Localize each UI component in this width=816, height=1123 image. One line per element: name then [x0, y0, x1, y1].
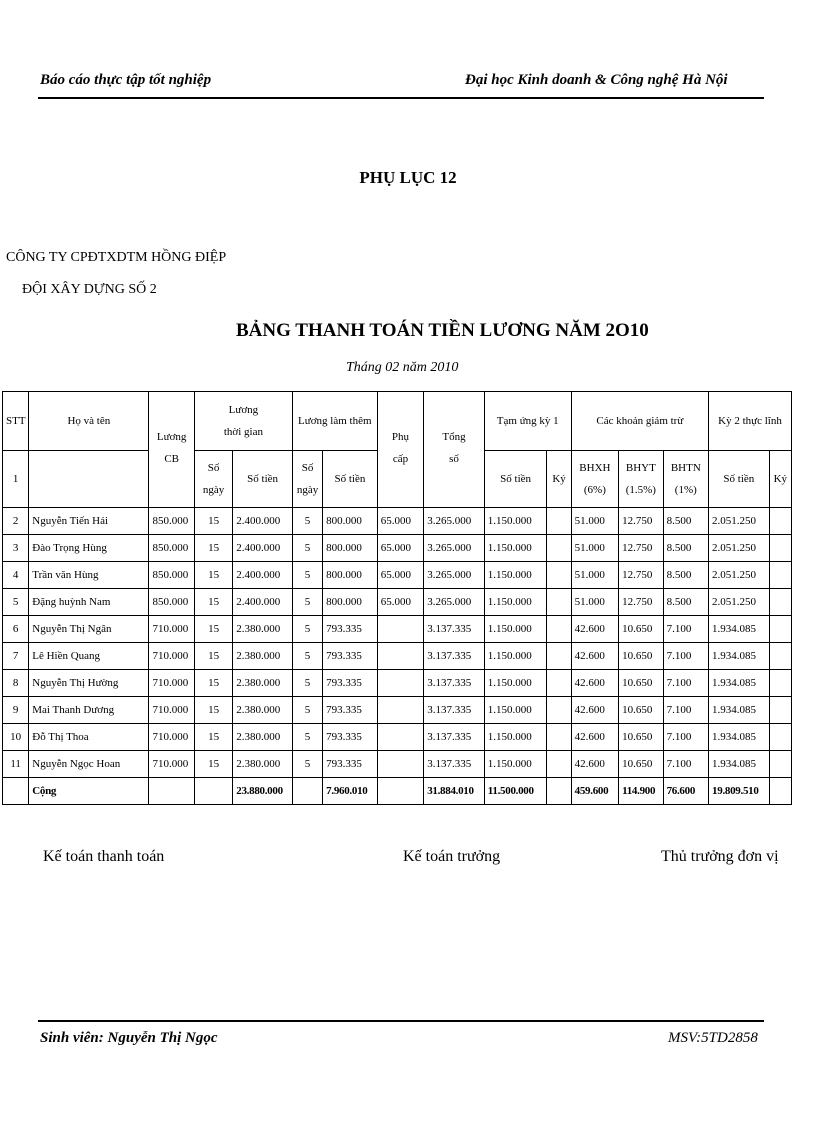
totals-label: Cộng	[29, 778, 149, 805]
row-bhtn: 8.500	[663, 508, 708, 535]
row-total: 3.265.000	[424, 508, 485, 535]
header-base-salary-line2: CB	[164, 453, 180, 465]
row-advance: 1.150.000	[484, 697, 547, 724]
row-total: 3.137.335	[424, 616, 485, 643]
row-bhyt: 10.650	[619, 616, 663, 643]
row-ot-amount: 800.000	[323, 589, 378, 616]
row-net-sign	[769, 508, 791, 535]
row-stt: 9	[3, 697, 29, 724]
row-net-sign	[769, 643, 791, 670]
table-row	[3, 535, 792, 562]
row-total: 3.265.000	[424, 535, 485, 562]
totals-net: 19.809.510	[709, 778, 770, 805]
header-total	[424, 392, 485, 508]
table-row	[3, 508, 792, 535]
header-stt: STT	[3, 392, 29, 451]
row-bhyt: 10.650	[619, 697, 663, 724]
row-stt: 10	[3, 724, 29, 751]
row-bhtn: 7.100	[663, 643, 708, 670]
row-bhxh: 42.600	[571, 751, 618, 778]
table-header-row	[3, 392, 792, 451]
row-net: 1.934.085	[709, 697, 770, 724]
row-stt: 5	[3, 589, 29, 616]
header-time-wage-line2: thời gian	[223, 426, 263, 438]
row-base-salary: 710.000	[149, 751, 194, 778]
totals-base	[149, 778, 194, 805]
subheader-row-number: 1	[3, 451, 29, 508]
totals-advance: 11.500.000	[484, 778, 547, 805]
subheader-bhxh	[571, 451, 618, 508]
table-row	[3, 562, 792, 589]
row-allowance	[377, 724, 423, 751]
row-allowance	[377, 751, 423, 778]
row-advance-sign	[547, 616, 571, 643]
row-name: Nguyễn Tiến Hải	[29, 508, 149, 535]
row-advance-sign	[547, 562, 571, 589]
subheader-ot-amount: Số tiền	[323, 451, 378, 508]
row-stt: 6	[3, 616, 29, 643]
row-time-amount: 2.380.000	[233, 616, 293, 643]
row-ot-days: 5	[292, 724, 322, 751]
row-time-amount: 2.380.000	[233, 751, 293, 778]
signature-director: Thủ trưởng đơn vị	[661, 848, 779, 865]
totals-stt	[3, 778, 29, 805]
row-stt: 4	[3, 562, 29, 589]
totals-adv-sign	[547, 778, 571, 805]
row-name: Lê Hiền Quang	[29, 643, 149, 670]
row-total: 3.137.335	[424, 751, 485, 778]
row-time-amount: 2.380.000	[233, 724, 293, 751]
row-name: Đỗ Thị Thoa	[29, 724, 149, 751]
footer-student-id: MSV:5TD2858	[668, 1030, 758, 1046]
subheader-days-line1: Số	[207, 462, 220, 474]
row-days: 15	[194, 535, 232, 562]
row-time-amount: 2.380.000	[233, 670, 293, 697]
subheader-bhtn-label: BHTN	[670, 462, 701, 474]
row-allowance	[377, 697, 423, 724]
row-advance: 1.150.000	[484, 589, 547, 616]
row-bhtn: 8.500	[663, 535, 708, 562]
payroll-body	[3, 508, 792, 778]
row-ot-days: 5	[292, 508, 322, 535]
row-stt: 3	[3, 535, 29, 562]
totals-row	[3, 778, 792, 805]
row-advance-sign	[547, 508, 571, 535]
subheader-bhyt	[619, 451, 663, 508]
row-advance-sign	[547, 670, 571, 697]
header-overtime: Lương làm thêm	[292, 392, 377, 451]
row-advance-sign	[547, 643, 571, 670]
team-name: ĐỘI XÂY DỰNG SỐ 2	[22, 282, 157, 297]
totals-time-amount: 23.880.000	[233, 778, 293, 805]
row-net-sign	[769, 751, 791, 778]
table-row	[3, 670, 792, 697]
row-stt: 2	[3, 508, 29, 535]
header-allowance	[377, 392, 423, 508]
row-ot-days: 5	[292, 616, 322, 643]
row-stt: 7	[3, 643, 29, 670]
row-base-salary: 710.000	[149, 670, 194, 697]
row-bhyt: 10.650	[619, 751, 663, 778]
row-bhtn: 7.100	[663, 616, 708, 643]
subheader-adv-sign: Ký	[547, 451, 571, 508]
row-advance: 1.150.000	[484, 751, 547, 778]
company-name: CÔNG TY CPĐTXDTM HỒNG ĐIỆP	[6, 250, 227, 265]
row-ot-amount: 800.000	[323, 508, 378, 535]
row-ot-days: 5	[292, 535, 322, 562]
header-name: Họ và tên	[29, 392, 149, 451]
row-total: 3.137.335	[424, 724, 485, 751]
row-bhyt: 10.650	[619, 670, 663, 697]
subheader-ot-days-line1: Số	[301, 462, 314, 474]
table-row	[3, 697, 792, 724]
row-allowance: 65.000	[377, 535, 423, 562]
subheader-amount: Số tiền	[233, 451, 293, 508]
header-base-salary	[149, 392, 194, 508]
row-net-sign	[769, 589, 791, 616]
row-bhyt: 12.750	[619, 535, 663, 562]
totals-bhyt: 114.900	[619, 778, 663, 805]
row-ot-amount: 793.335	[323, 751, 378, 778]
row-allowance	[377, 643, 423, 670]
subheader-adv-amount: Số tiền	[484, 451, 547, 508]
row-base-salary: 850.000	[149, 589, 194, 616]
subheader-bhtn-rate: (1%)	[674, 484, 697, 496]
row-base-salary: 850.000	[149, 508, 194, 535]
row-days: 15	[194, 562, 232, 589]
subheader-empty	[29, 451, 149, 508]
row-bhtn: 7.100	[663, 697, 708, 724]
header-allowance-line2: cấp	[392, 453, 409, 465]
document-title: BẢNG THANH TOÁN TIỀN LƯƠNG NĂM 2O10	[236, 320, 649, 341]
row-allowance	[377, 670, 423, 697]
row-ot-amount: 793.335	[323, 670, 378, 697]
row-advance: 1.150.000	[484, 562, 547, 589]
row-bhtn: 8.500	[663, 589, 708, 616]
totals-ot-amount: 7.960.010	[323, 778, 378, 805]
row-bhtn: 8.500	[663, 562, 708, 589]
row-advance-sign	[547, 751, 571, 778]
row-name: Nguyễn Thị Hường	[29, 670, 149, 697]
signature-chief-accountant: Kế toán trưởng	[403, 848, 501, 865]
totals-days	[194, 778, 232, 805]
row-ot-days: 5	[292, 562, 322, 589]
row-total: 3.265.000	[424, 589, 485, 616]
row-net: 1.934.085	[709, 616, 770, 643]
appendix-title: PHỤ LỤC 12	[359, 168, 457, 187]
row-ot-amount: 800.000	[323, 535, 378, 562]
row-total: 3.265.000	[424, 562, 485, 589]
row-bhtn: 7.100	[663, 670, 708, 697]
header-allowance-line1: Phụ	[391, 431, 410, 443]
row-net: 1.934.085	[709, 670, 770, 697]
row-days: 15	[194, 616, 232, 643]
row-net-sign	[769, 562, 791, 589]
row-net-sign	[769, 670, 791, 697]
row-net-sign	[769, 616, 791, 643]
table-row	[3, 643, 792, 670]
row-ot-days: 5	[292, 643, 322, 670]
row-advance: 1.150.000	[484, 535, 547, 562]
row-advance-sign	[547, 535, 571, 562]
row-net: 1.934.085	[709, 724, 770, 751]
row-net: 2.051.250	[709, 535, 770, 562]
totals-ot-days	[292, 778, 322, 805]
row-allowance	[377, 616, 423, 643]
row-bhyt: 12.750	[619, 589, 663, 616]
row-days: 15	[194, 697, 232, 724]
row-net: 2.051.250	[709, 589, 770, 616]
table-row	[3, 724, 792, 751]
row-ot-amount: 793.335	[323, 643, 378, 670]
row-time-amount: 2.400.000	[233, 589, 293, 616]
row-bhxh: 42.600	[571, 670, 618, 697]
header-university: Đại học Kinh doanh & Công nghệ Hà Nội	[465, 72, 728, 88]
row-net: 1.934.085	[709, 643, 770, 670]
row-ot-amount: 793.335	[323, 697, 378, 724]
row-days: 15	[194, 751, 232, 778]
totals-total: 31.884.010	[424, 778, 485, 805]
row-bhyt: 12.750	[619, 562, 663, 589]
row-ot-days: 5	[292, 697, 322, 724]
header-divider	[38, 97, 764, 99]
row-ot-amount: 793.335	[323, 724, 378, 751]
subheader-days-line2: ngày	[202, 484, 225, 496]
totals-net-sign	[769, 778, 791, 805]
row-bhtn: 7.100	[663, 751, 708, 778]
row-time-amount: 2.380.000	[233, 643, 293, 670]
row-name: Nguyễn Ngọc Hoan	[29, 751, 149, 778]
subheader-p2-amount: Số tiền	[709, 451, 770, 508]
row-stt: 8	[3, 670, 29, 697]
subheader-bhtn	[663, 451, 708, 508]
footer-student: Sinh viên: Nguyễn Thị Ngọc	[40, 1030, 218, 1046]
header-time-wage	[194, 392, 292, 451]
row-bhxh: 51.000	[571, 508, 618, 535]
row-stt: 11	[3, 751, 29, 778]
header-advance: Tạm ứng kỳ 1	[484, 392, 571, 451]
subheader-bhyt-label: BHYT	[625, 462, 656, 474]
row-bhxh: 51.000	[571, 562, 618, 589]
row-allowance: 65.000	[377, 562, 423, 589]
row-advance: 1.150.000	[484, 508, 547, 535]
row-bhxh: 51.000	[571, 535, 618, 562]
row-days: 15	[194, 643, 232, 670]
row-days: 15	[194, 670, 232, 697]
row-ot-amount: 793.335	[323, 616, 378, 643]
row-name: Mai Thanh Dương	[29, 697, 149, 724]
totals-allowance	[377, 778, 423, 805]
row-base-salary: 710.000	[149, 724, 194, 751]
row-bhtn: 7.100	[663, 724, 708, 751]
row-bhxh: 42.600	[571, 697, 618, 724]
row-net-sign	[769, 697, 791, 724]
row-bhxh: 42.600	[571, 616, 618, 643]
row-advance: 1.150.000	[484, 670, 547, 697]
row-net-sign	[769, 535, 791, 562]
row-bhxh: 51.000	[571, 589, 618, 616]
row-days: 15	[194, 724, 232, 751]
payroll-table	[2, 391, 792, 805]
row-bhyt: 12.750	[619, 508, 663, 535]
signature-accountant: Kế toán thanh toán	[43, 848, 165, 865]
totals-bhtn: 76.600	[663, 778, 708, 805]
row-time-amount: 2.400.000	[233, 535, 293, 562]
header-base-salary-line1: Lương	[156, 431, 187, 443]
row-base-salary: 710.000	[149, 697, 194, 724]
row-advance: 1.150.000	[484, 724, 547, 751]
row-ot-days: 5	[292, 751, 322, 778]
row-advance: 1.150.000	[484, 643, 547, 670]
row-days: 15	[194, 589, 232, 616]
header-deductions: Các khoản giảm trừ	[571, 392, 708, 451]
row-name: Nguyễn Thị Ngân	[29, 616, 149, 643]
row-advance-sign	[547, 589, 571, 616]
row-base-salary: 710.000	[149, 643, 194, 670]
row-base-salary: 850.000	[149, 562, 194, 589]
document-subtitle: Tháng 02 năm 2010	[346, 360, 459, 375]
table-row	[3, 616, 792, 643]
row-ot-amount: 800.000	[323, 562, 378, 589]
header-total-line1: Tổng	[442, 431, 466, 443]
subheader-days	[194, 451, 232, 508]
subheader-p2-sign: Ký	[769, 451, 791, 508]
row-bhxh: 42.600	[571, 643, 618, 670]
row-net: 2.051.250	[709, 508, 770, 535]
header-time-wage-line1: Lương	[228, 404, 259, 416]
subheader-ot-days	[292, 451, 322, 508]
row-ot-days: 5	[292, 670, 322, 697]
totals-bhxh: 459.600	[571, 778, 618, 805]
header-total-line2: số	[449, 453, 459, 465]
row-advance: 1.150.000	[484, 616, 547, 643]
row-bhyt: 10.650	[619, 643, 663, 670]
subheader-bhyt-rate: (1.5%)	[625, 484, 656, 496]
row-days: 15	[194, 508, 232, 535]
row-net: 2.051.250	[709, 562, 770, 589]
table-row	[3, 589, 792, 616]
row-bhyt: 10.650	[619, 724, 663, 751]
row-total: 3.137.335	[424, 643, 485, 670]
row-name: Đặng huỳnh Nam	[29, 589, 149, 616]
row-total: 3.137.335	[424, 697, 485, 724]
row-base-salary: 710.000	[149, 616, 194, 643]
row-advance-sign	[547, 724, 571, 751]
row-time-amount: 2.400.000	[233, 508, 293, 535]
row-base-salary: 850.000	[149, 535, 194, 562]
table-row	[3, 751, 792, 778]
row-time-amount: 2.400.000	[233, 562, 293, 589]
row-advance-sign	[547, 697, 571, 724]
header-period2: Kỳ 2 thực lĩnh	[709, 392, 792, 451]
row-net-sign	[769, 724, 791, 751]
row-total: 3.137.335	[424, 670, 485, 697]
row-bhxh: 42.600	[571, 724, 618, 751]
row-net: 1.934.085	[709, 751, 770, 778]
row-ot-days: 5	[292, 589, 322, 616]
header-report-title: Báo cáo thực tập tốt nghiệp	[40, 72, 212, 88]
row-time-amount: 2.380.000	[233, 697, 293, 724]
row-allowance: 65.000	[377, 508, 423, 535]
footer-divider	[38, 1020, 764, 1022]
subheader-bhxh-rate: (6%)	[583, 484, 606, 496]
row-name: Trần văn Hùng	[29, 562, 149, 589]
subheader-ot-days-line2: ngày	[296, 484, 319, 496]
row-name: Đào Trọng Hùng	[29, 535, 149, 562]
subheader-bhxh-label: BHXH	[579, 462, 611, 474]
row-allowance: 65.000	[377, 589, 423, 616]
